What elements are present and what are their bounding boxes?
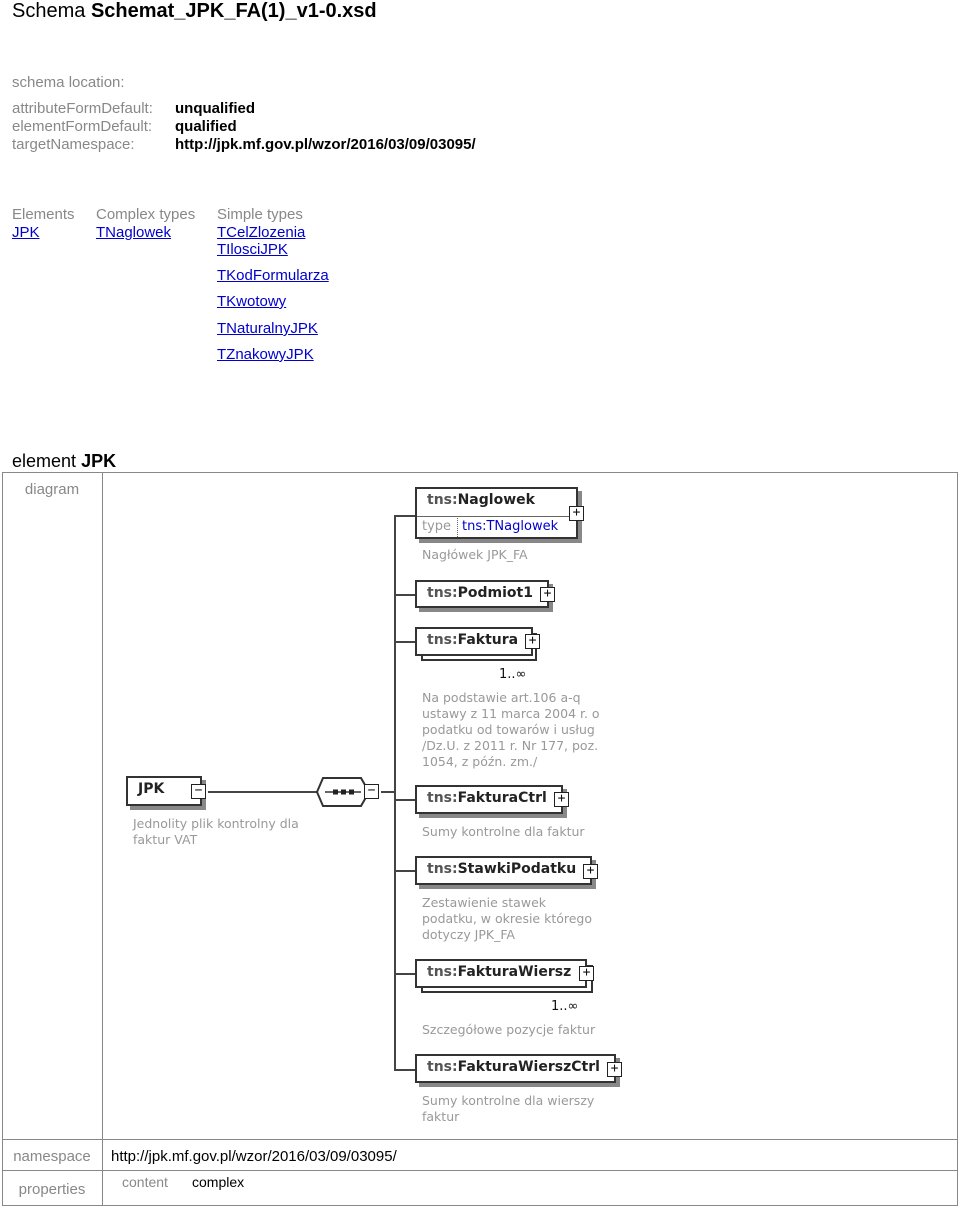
expand-icon[interactable]: +: [569, 506, 584, 521]
property-key: content: [122, 1174, 168, 1190]
node-name: StawkiPodatku: [457, 861, 577, 877]
element-heading: [12, 451, 116, 472]
diagram-annotation-fakturactrl: Sumy kontrolne dla faktur: [422, 824, 585, 839]
node-prefix: tns:: [427, 492, 458, 508]
elements-header: Elements: [12, 206, 75, 223]
element-heading-prefix: element: [12, 451, 77, 471]
element-form-label: elementFormDefault:: [12, 118, 153, 135]
simple-types-header: Simple types: [217, 206, 303, 223]
expand-icon[interactable]: +: [583, 864, 598, 879]
expand-icon[interactable]: +: [540, 587, 555, 602]
table-top-border: [2, 472, 958, 473]
element-heading-name: JPK: [81, 451, 117, 471]
schema-name: Schemat_JPK_FA(1)_v1-0.xsd: [90, 0, 377, 22]
table-bottom-border: [2, 1205, 958, 1206]
table-left-border: [2, 472, 3, 1206]
connector-line: [208, 791, 318, 793]
type-label: type: [422, 519, 452, 534]
target-namespace-value: http://jpk.mf.gov.pl/wzor/2016/03/09/03095/: [175, 136, 476, 153]
connector-line: [394, 1069, 416, 1071]
connector-line: [394, 594, 416, 596]
properties-row-label: properties: [18, 1181, 86, 1198]
diagram-annotation-stawkipodatku: Zestawienie stawek podatku, w okresie którego dotyczy JPK_FA: [422, 895, 593, 942]
node-prefix: tns:: [427, 585, 458, 601]
simple-link-tcelzlozenia[interactable]: TCelZlozenia: [217, 224, 306, 241]
page-title: [12, 0, 377, 23]
expand-icon[interactable]: +: [554, 792, 569, 807]
simple-link-tkwotowy[interactable]: TKwotowy: [217, 293, 287, 310]
target-namespace-label: targetNamespace:: [12, 136, 135, 153]
diagram-annotation-fakturawierszctrl: Sumy kontrolne dla wierszy faktur: [422, 1093, 595, 1124]
table-row-divider: [2, 1139, 958, 1140]
node-name: Naglowek: [457, 492, 535, 508]
connector-line: [394, 641, 416, 643]
complex-link-tnaglowek[interactable]: TNaglowek: [96, 224, 172, 241]
connector-trunk: [394, 515, 396, 1070]
node-name: FakturaCtrl: [457, 790, 547, 806]
diagram-node-naglowek[interactable]: [415, 487, 578, 539]
connector-line: [381, 791, 395, 793]
attribute-form-value: unqualified: [175, 100, 255, 117]
property-value: complex: [192, 1174, 245, 1190]
table-row-divider: [2, 1170, 958, 1171]
diagram-annotation-fakturawiersz: Szczegółowe pozycje faktur: [422, 1022, 596, 1037]
namespace-value: http://jpk.mf.gov.pl/wzor/2016/03/09/03095/: [111, 1148, 397, 1165]
title-prefix: Schema: [12, 0, 86, 22]
node-name: Faktura: [457, 632, 519, 648]
collapse-icon[interactable]: −: [191, 784, 206, 799]
diagram-node-jpk-name: JPK: [138, 781, 165, 797]
schema-location-label: schema location:: [12, 74, 125, 91]
diagram-node-fakturawierszctrl[interactable]: [415, 1054, 616, 1083]
diagram-row-label: diagram: [24, 481, 80, 498]
type-link-tnaglowek[interactable]: tns:TNaglowek: [462, 519, 559, 534]
connector-line: [394, 973, 416, 975]
diagram-annotation-naglowek: Nagłówek JPK_FA: [422, 547, 528, 562]
node-prefix: tns:: [427, 790, 458, 806]
simple-link-tkodformularza[interactable]: TKodFormularza: [217, 267, 329, 284]
attribute-form-label: attributeFormDefault:: [12, 100, 153, 117]
diagram-node-podmiot1[interactable]: [415, 580, 549, 608]
node-prefix: tns:: [427, 964, 458, 980]
simple-link-tnaturalnyjpk[interactable]: TNaturalnyJPK: [217, 320, 318, 337]
cardinality-label: 1..∞: [499, 667, 527, 682]
table-right-border: [957, 472, 958, 1206]
simple-link-tznakowyjpk[interactable]: TZnakowyJPK: [217, 346, 314, 363]
diagram-node-stawkipodatku[interactable]: [415, 856, 592, 885]
cardinality-label: 1..∞: [551, 999, 579, 1014]
node-prefix: tns:: [427, 1059, 458, 1075]
collapse-icon[interactable]: −: [364, 784, 379, 799]
node-name: Podmiot1: [457, 585, 533, 601]
table-column-divider: [102, 472, 103, 1206]
connector-line: [394, 799, 416, 801]
namespace-row-label: namespace: [13, 1148, 91, 1165]
expand-icon[interactable]: +: [525, 634, 540, 649]
node-name: FakturaWierszCtrl: [457, 1059, 600, 1075]
diagram-annotation-jpk: Jednolity plik kontrolny dla faktur VAT: [133, 816, 299, 847]
node-prefix: tns:: [427, 632, 458, 648]
element-form-value: qualified: [175, 118, 237, 135]
expand-icon[interactable]: +: [579, 966, 594, 981]
connector-line: [394, 515, 416, 517]
diagram-node-faktura[interactable]: [415, 627, 533, 656]
simple-link-tiloscijpk[interactable]: TIlosciJPK: [217, 241, 288, 258]
complex-types-header: Complex types: [96, 206, 196, 223]
diagram-node-fakturactrl[interactable]: [415, 785, 563, 814]
node-prefix: tns:: [427, 861, 458, 877]
connector-line: [394, 870, 416, 872]
expand-icon[interactable]: +: [607, 1062, 622, 1077]
element-link-jpk[interactable]: JPK: [12, 224, 40, 241]
diagram-annotation-faktura: Na podstawie art.106 a-q ustawy z 11 marca 2004 r. o podatku od towarów i usług /Dz.U. z 2011 r. Nr 177, poz. 1054, z późn. zm./: [422, 690, 600, 769]
node-name: FakturaWiersz: [457, 964, 572, 980]
diagram-node-fakturawiersz[interactable]: [415, 959, 587, 988]
